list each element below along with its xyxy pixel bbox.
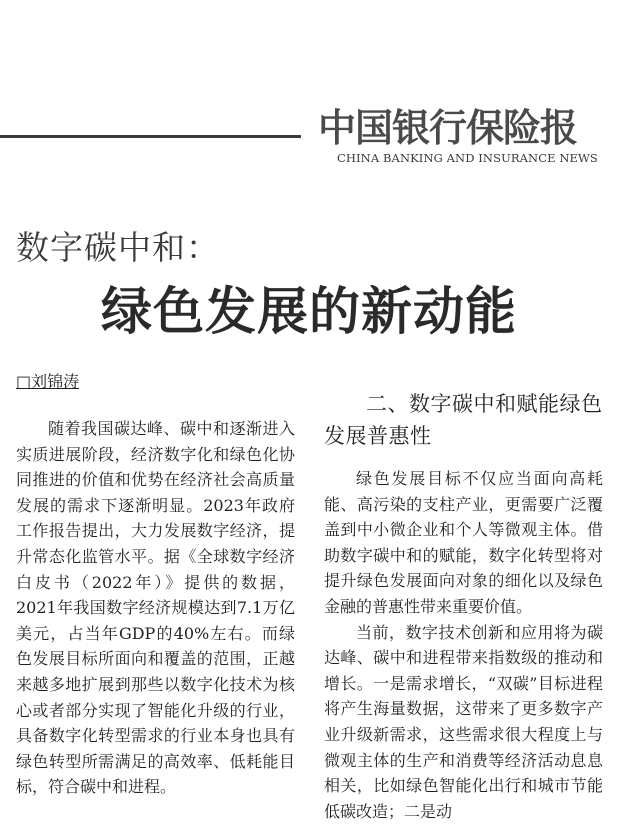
left-column xyxy=(16,416,295,836)
article-kicker: 数字碳中和： xyxy=(16,228,220,267)
masthead-rule xyxy=(0,135,301,138)
body-paragraph: 当前，数字技术创新和应用将为碳达峰、碳中和进程带来指数级的推动和增长。一是需求增长，“双碳”目标进程将产生海量数据，这带来了更多数字产业升级新需求，这些需求很大程度上与微观主体的生产和消费等经济活动息息相关，比如绿色智能化出行和城市节能低碳改造；二是动 xyxy=(324,622,603,821)
body-paragraph: 绿色发展目标不仅应当面向高耗能、高污染的支柱产业，更需要广泛覆盖到中小微企业和个人等微观主体。借助数字碳中和的赋能，数字化转型将对提升绿色发展面向对象的细化以及绿色金融的普惠性带来重要价值。 xyxy=(324,469,603,616)
section-heading: 二、数字碳中和赋能绿色发展普惠性 xyxy=(324,392,603,448)
body-paragraph: 随着我国碳达峰、碳中和逐渐进入实质进展阶段，经济数字化和绿色化协同推进的价值和优势在经济社会高质量发展的需求下逐渐明显。2023年政府工作报告提出，大力发展数字经济，提升常态化监管水平。据《全球数字经济白皮书（2022年）》提供的数据，2021年我国数字经济规模达到7.1万亿美元，占当年GDP的40%左右。而绿色发展目标所面向和覆盖的范围，正越来越多地扩展到那些以数字化技术为核心或者部分实现了智能化升级的行业，具备数字化转型需求的行业本身也具有绿色转型所需满足的高效率、低耗能目标，符合碳中和进程。 xyxy=(16,419,295,797)
article-headline: 绿色发展的新动能 xyxy=(101,283,518,342)
article-byline: □刘锦涛 xyxy=(16,372,80,391)
right-column xyxy=(324,466,603,836)
newspaper-title-english: CHINA BANKING AND INSURANCE NEWS xyxy=(337,151,598,165)
newspaper-title: 中国银行保险报 xyxy=(318,106,578,150)
